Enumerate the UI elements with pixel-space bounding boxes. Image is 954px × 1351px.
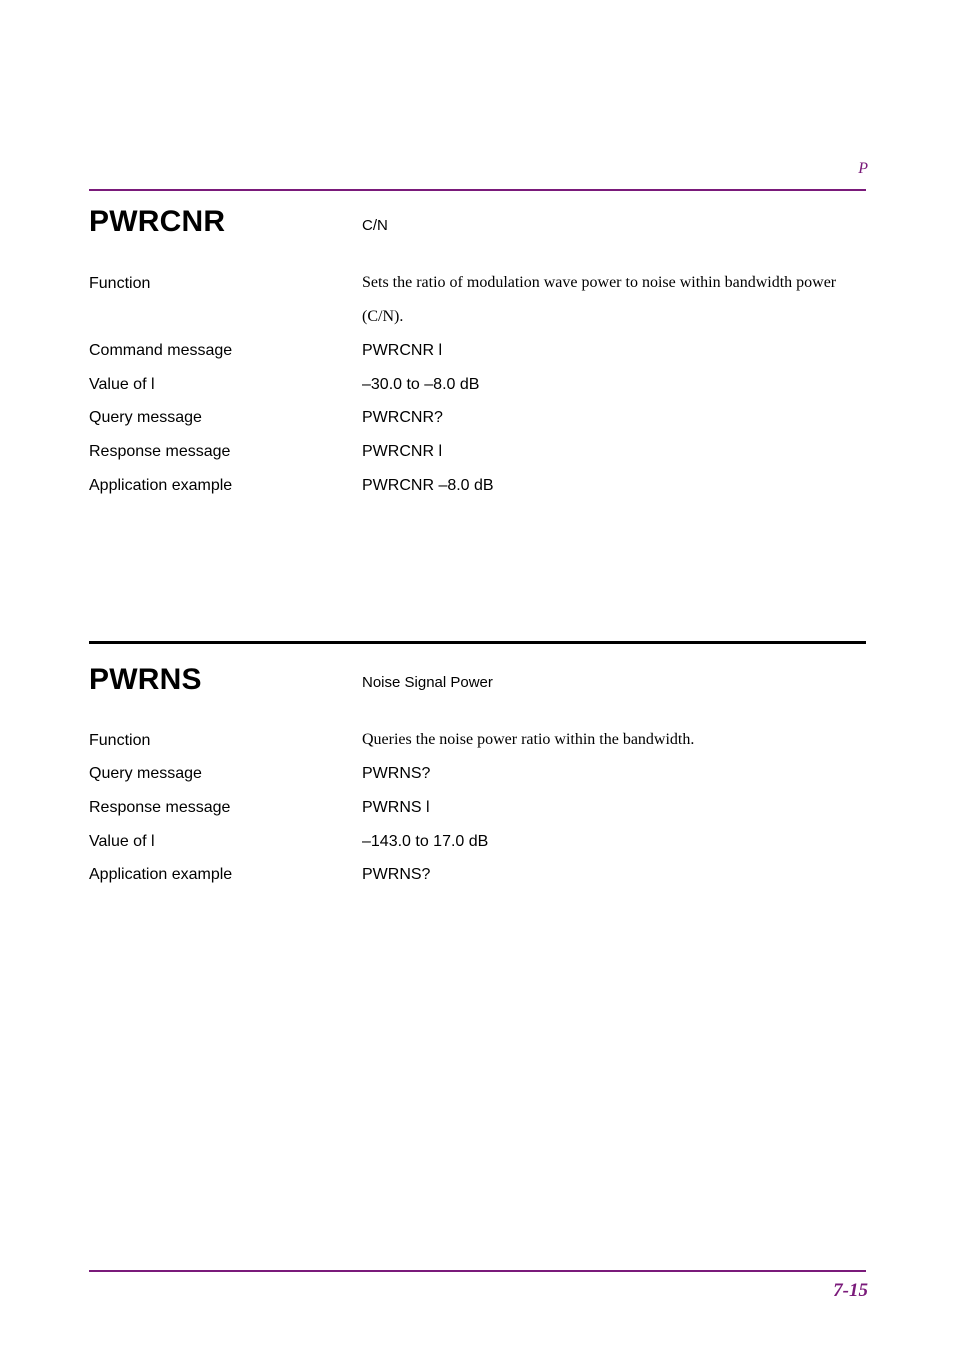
command-title-pwrns: PWRNS xyxy=(89,663,202,696)
command-subtitle-pwrns: Noise Signal Power xyxy=(362,674,493,691)
row-value-query-message: PWRNS? xyxy=(362,765,431,782)
header-rule xyxy=(89,189,866,191)
row-label-command-message: Command message xyxy=(89,342,233,359)
footer-rule xyxy=(89,1270,866,1272)
row-label-value-of-l: Value of l xyxy=(89,833,155,850)
row-value-command-message: PWRCNR l xyxy=(362,342,442,359)
row-value-function: Sets the ratio of modulation wave power to noise within bandwidth power (C/N). xyxy=(362,274,837,325)
row-label-application-example: Application example xyxy=(89,866,233,883)
command-subtitle-pwrcnr: C/N xyxy=(362,217,388,234)
row-value-response-message: PWRNS l xyxy=(362,799,430,816)
row-value-function: Queries the noise power ratio within the bandwidth. xyxy=(362,731,695,748)
row-value-application-example: PWRNS? xyxy=(362,866,431,883)
row-value-value-of-l: –30.0 to –8.0 dB xyxy=(362,376,480,393)
section-divider xyxy=(89,641,866,644)
row-label-function: Function xyxy=(89,275,151,292)
row-label-application-example: Application example xyxy=(89,477,233,494)
row-value-query-message: PWRCNR? xyxy=(362,409,443,426)
row-value-application-example: PWRCNR –8.0 dB xyxy=(362,477,494,494)
row-value-value-of-l: –143.0 to 17.0 dB xyxy=(362,833,489,850)
row-label-response-message: Response message xyxy=(89,443,231,460)
row-label-query-message: Query message xyxy=(89,409,202,426)
row-label-response-message: Response message xyxy=(89,799,231,816)
row-label-value-of-l: Value of l xyxy=(89,376,155,393)
page-number: 7-15 xyxy=(833,1280,868,1301)
row-label-function: Function xyxy=(89,732,151,749)
section-letter: P xyxy=(858,160,868,177)
row-label-query-message: Query message xyxy=(89,765,202,782)
command-title-pwrcnr: PWRCNR xyxy=(89,205,226,238)
row-value-response-message: PWRCNR l xyxy=(362,443,442,460)
